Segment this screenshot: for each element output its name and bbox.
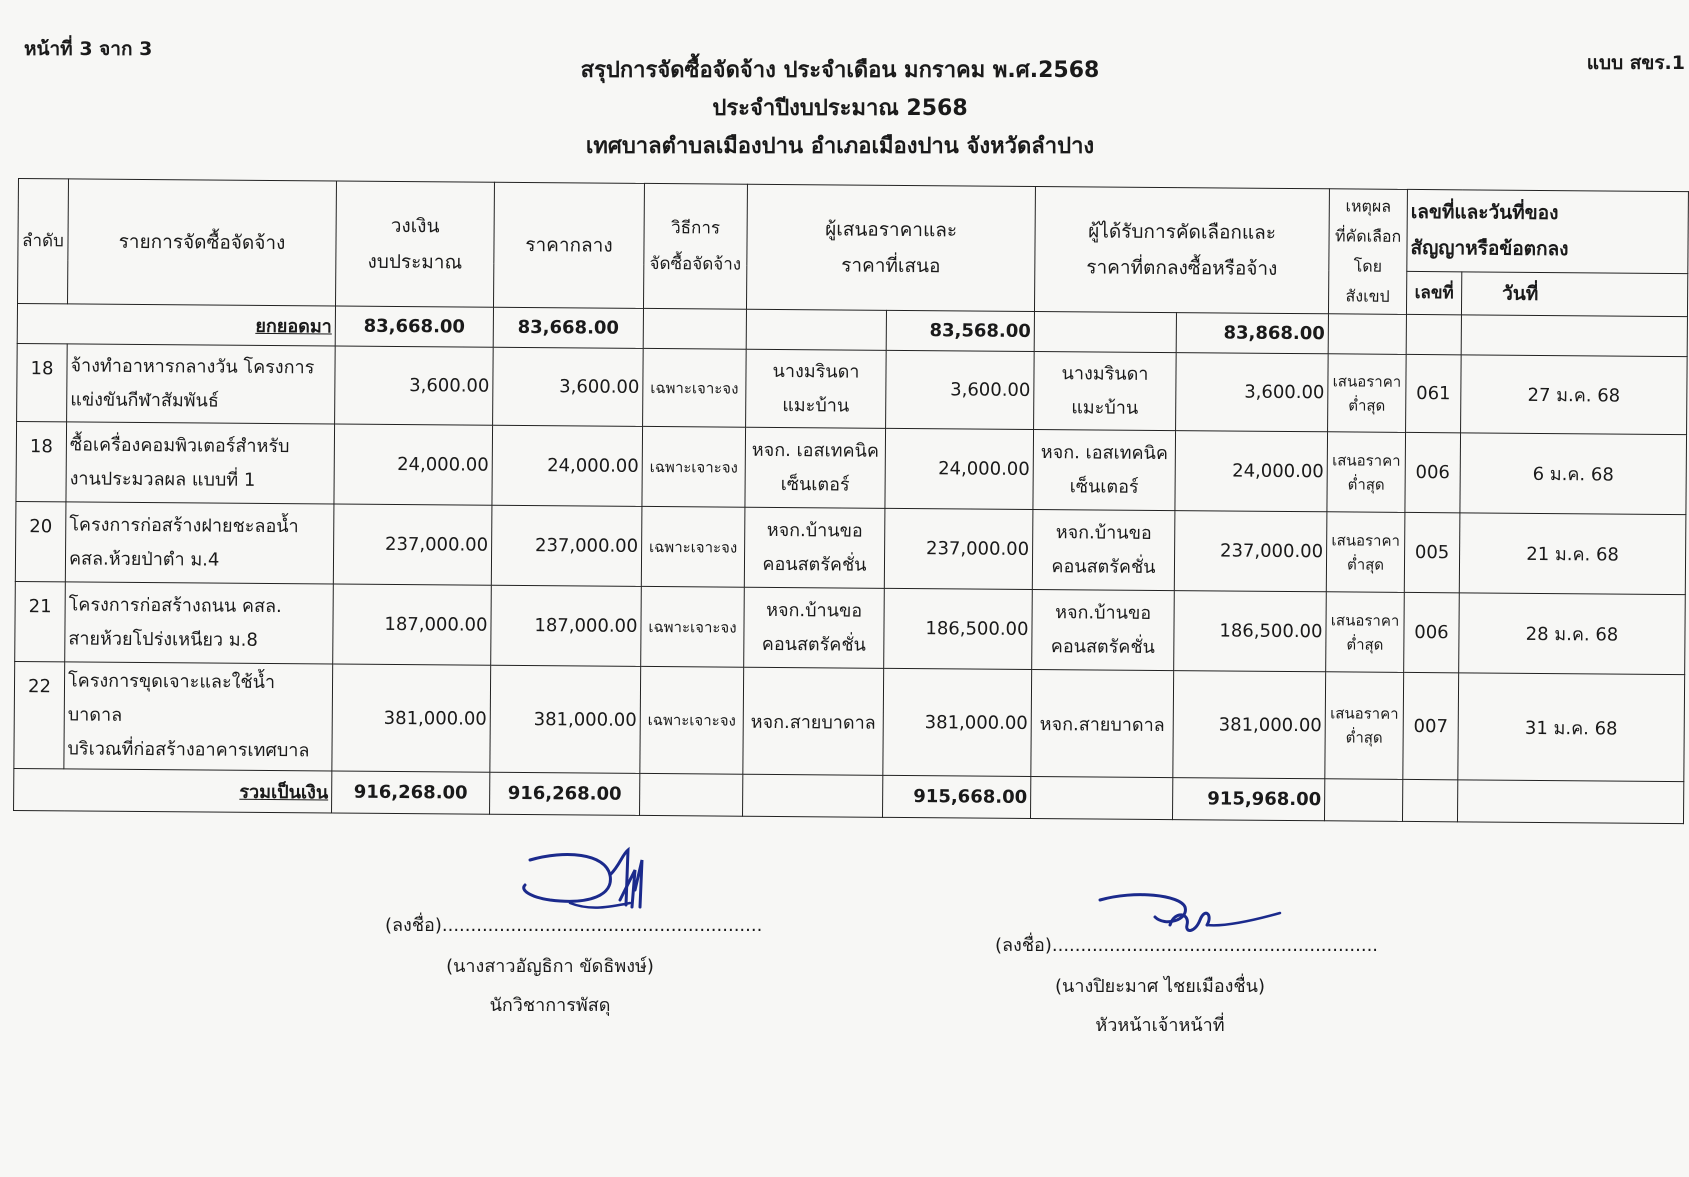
row-budget: 381,000.00	[332, 664, 491, 772]
row-bidder-l2: คอนสตรัคชั่น	[761, 633, 866, 656]
row-bid: 3,600.00	[886, 350, 1035, 429]
row-item-l1: โครงการก่อสร้างถนน คสล.	[68, 593, 282, 617]
header-budget	[336, 181, 495, 307]
row-budget: 187,000.00	[333, 584, 492, 665]
header-contract-date: วันที่	[1462, 271, 1688, 316]
row-winner-l1: หจก. เอสเทคนิค	[1040, 441, 1169, 464]
header-method-l1: วิธีการ	[671, 218, 721, 239]
row-bidder-l2: แมะบ้าน	[782, 394, 850, 417]
carry-forward-label: ยกยอดมา	[17, 304, 335, 346]
row-winner-l2: เซ็นเตอร์	[1069, 475, 1139, 498]
signature-line-left: (ลงชื่อ)........................................................	[385, 915, 763, 936]
row-item	[66, 422, 335, 504]
table-row	[16, 421, 1687, 514]
header-contract-l1: เลขที่และวันที่ของ	[1410, 201, 1559, 225]
carry-forward-budget: 83,668.00	[335, 306, 493, 347]
table-row	[17, 343, 1688, 434]
row-contract-date: 28 ม.ค. 68	[1459, 593, 1686, 675]
row-bidder	[746, 349, 887, 428]
row-winner	[1032, 589, 1175, 670]
row-bidder-l1: หจก. เอสเทคนิค	[751, 439, 880, 462]
signature-block-left	[385, 910, 763, 1019]
row-winner	[1032, 509, 1175, 590]
row-item-l2: คสล.ห้วยป่าตำ ม.4	[68, 547, 220, 571]
header-bidder-l2: ราคาที่เสนอ	[841, 254, 941, 278]
empty-cell	[640, 773, 743, 816]
total-label: รวมเป็นเงิน	[14, 768, 332, 812]
empty-cell	[1406, 314, 1461, 354]
row-contract-date: 27 ม.ค. 68	[1461, 355, 1688, 435]
row-bid: 237,000.00	[884, 508, 1033, 589]
row-winner	[1034, 351, 1177, 430]
header-contract	[1407, 189, 1689, 273]
row-winner-l1: หจก.บ้านขอ	[1055, 521, 1152, 544]
total-award: 915,968.00	[1173, 778, 1325, 821]
header-no: ลำดับ	[18, 179, 69, 304]
row-bidder	[744, 587, 885, 668]
row-bidder-l1: นางมรินดา	[772, 360, 860, 383]
header-reason-l2: ที่คัดเลือก	[1334, 226, 1402, 246]
row-method: เฉพาะเจาะจง	[643, 348, 747, 427]
row-budget: 3,600.00	[335, 346, 494, 425]
row-bidder	[744, 507, 885, 588]
table-row	[15, 581, 1686, 674]
header-winner	[1034, 186, 1329, 313]
handwritten-signature-left	[510, 845, 660, 935]
row-reason	[1327, 432, 1406, 513]
carry-forward-median: 83,668.00	[493, 307, 643, 348]
empty-cell	[1328, 314, 1406, 355]
row-bidder-l2: คอนสตรัคชั่น	[762, 553, 867, 576]
title-line-1: สรุปการจัดซื้อจัดจ้าง ประจำเดือน มกราคม พ.ศ.2568	[580, 58, 1100, 83]
row-item-l2: งานประมวลผล แบบที่ 1	[69, 467, 256, 491]
row-item-l1: ซื้อเครื่องคอมพิวเตอร์สำหรับ	[69, 433, 290, 457]
row-reason-l1: เสนอราคา	[1332, 450, 1401, 470]
row-contract-no: 005	[1404, 512, 1460, 592]
row-award: 237,000.00	[1174, 511, 1327, 592]
header-bidder-l1: ผู้เสนอราคาและ	[825, 218, 958, 242]
header-bidder	[746, 184, 1035, 311]
row-no: 18	[16, 421, 67, 501]
row-contract-date: 31 ม.ค. 68	[1458, 673, 1685, 782]
row-bidder	[743, 667, 884, 775]
header-budget-l2: งบประมาณ	[367, 250, 463, 274]
row-no: 21	[15, 581, 66, 661]
signatory-position-right: หัวหน้าเจ้าหน้าที่	[1095, 1015, 1225, 1036]
page-number: หน้าที่ 3 จาก 3	[24, 38, 153, 60]
header-contract-no: เลขที่	[1407, 271, 1462, 315]
row-reason-l2: ต่ำสุด	[1346, 554, 1385, 574]
table-row	[14, 661, 1685, 781]
empty-cell	[1458, 780, 1684, 824]
empty-cell	[746, 309, 886, 350]
empty-cell	[1461, 315, 1687, 357]
row-item	[65, 502, 334, 584]
row-reason	[1325, 672, 1404, 780]
row-median: 381,000.00	[490, 665, 641, 773]
row-reason	[1326, 512, 1405, 593]
row-item-l2: แข่งขันกีฬาสัมพันธ์	[70, 388, 219, 412]
table-row	[15, 501, 1686, 594]
row-contract-no: 061	[1406, 354, 1462, 432]
row-bidder-l1: หจก.สายบาดาล	[750, 711, 876, 734]
row-item	[65, 582, 334, 664]
row-no: 22	[14, 661, 65, 768]
row-winner-l2: แมะบ้าน	[1071, 396, 1139, 419]
document-title	[450, 52, 1230, 166]
empty-cell	[1403, 779, 1458, 821]
row-contract-no: 006	[1405, 432, 1461, 512]
row-winner-l1: หจก.สายบาดาล	[1039, 713, 1165, 736]
row-reason-l2: ต่ำสุด	[1345, 728, 1383, 747]
row-award: 24,000.00	[1175, 431, 1328, 512]
signatory-name-right: (นางปิยะมาศ ไชยเมืองชื่น)	[1055, 976, 1265, 997]
row-winner	[1031, 669, 1174, 777]
row-method: เฉพาะเจาะจง	[641, 586, 745, 667]
row-winner-l1: นางมรินดา	[1061, 362, 1149, 385]
row-award: 3,600.00	[1176, 353, 1329, 432]
row-method: เฉพาะเจาะจง	[641, 506, 745, 587]
row-item	[67, 344, 336, 424]
header-reason	[1329, 189, 1408, 315]
row-award: 381,000.00	[1173, 671, 1326, 779]
row-contract-no: 006	[1404, 592, 1460, 672]
row-reason-l1: เสนอราคา	[1330, 704, 1399, 723]
row-winner-l2: คอนสตรัคชั่น	[1050, 635, 1155, 658]
row-bidder-l1: หจก.บ้านขอ	[766, 519, 863, 542]
row-reason-l1: เสนอราคา	[1331, 530, 1401, 550]
row-item-l2: สายห้วยโปร่งเหนียว ม.8	[68, 627, 258, 651]
row-reason-l2: ต่ำสุด	[1347, 474, 1385, 494]
row-item-l1: โครงการขุดเจาะและใช้น้ำบาดาล	[67, 670, 276, 726]
row-budget: 237,000.00	[333, 504, 492, 585]
header-median: ราคากลาง	[493, 182, 644, 308]
row-method: เฉพาะเจาะจง	[640, 666, 744, 774]
row-contract-no: 007	[1403, 672, 1459, 779]
header-row	[18, 179, 1689, 274]
row-median: 187,000.00	[491, 585, 642, 666]
signatory-name-left: (นางสาวอัญธิกา ขัดธิพงษ์)	[446, 956, 654, 977]
row-bidder-l1: หจก.บ้านขอ	[766, 599, 863, 622]
total-budget: 916,268.00	[332, 771, 490, 814]
empty-cell	[1325, 779, 1403, 822]
row-winner-l1: หจก.บ้านขอ	[1055, 601, 1152, 624]
row-bid: 381,000.00	[883, 668, 1032, 776]
empty-cell	[1031, 776, 1173, 819]
header-method-l2: จัดซื้อจัดจ้าง	[649, 253, 742, 275]
header-winner-l2: ราคาที่ตกลงซื้อหรือจ้าง	[1086, 256, 1278, 280]
row-no: 20	[15, 501, 66, 581]
row-contract-date: 21 ม.ค. 68	[1459, 513, 1686, 595]
row-reason	[1326, 592, 1405, 673]
header-reason-l3: โดยสังเขป	[1345, 256, 1390, 306]
title-line-2: ประจำปีงบประมาณ 2568	[712, 96, 968, 121]
header-reason-l1: เหตุผล	[1345, 196, 1392, 216]
row-bidder-l2: เซ็นเตอร์	[780, 473, 850, 496]
total-median: 916,268.00	[490, 772, 640, 815]
row-bidder	[745, 427, 886, 508]
carry-forward-bid: 83,568.00	[886, 310, 1034, 351]
row-reason	[1328, 354, 1407, 433]
procurement-table	[13, 178, 1689, 824]
row-reason-l1: เสนอราคา	[1332, 371, 1402, 391]
empty-cell	[643, 308, 746, 349]
row-reason-l2: ต่ำสุด	[1348, 395, 1386, 415]
header-contract-l2: สัญญาหรือข้อตกลง	[1410, 237, 1569, 261]
row-item-l1: โครงการก่อสร้างฝายชะลอน้ำ	[69, 513, 299, 537]
form-code: แบบ สขร.1	[1586, 52, 1685, 74]
header-method	[643, 183, 747, 309]
row-award: 186,500.00	[1174, 591, 1327, 672]
title-line-3: เทศบาลตำบลเมืองปาน อำเภอเมืองปาน จังหวัดลำปาง	[585, 134, 1095, 159]
row-contract-date: 6 ม.ค. 68	[1460, 433, 1687, 515]
row-reason-l2: ต่ำสุด	[1346, 634, 1384, 654]
row-bid: 186,500.00	[884, 588, 1033, 669]
signature-line-right: (ลงชื่อ).........................................................	[995, 935, 1379, 956]
empty-cell	[1034, 311, 1176, 352]
row-median: 237,000.00	[491, 505, 642, 586]
row-budget: 24,000.00	[334, 424, 493, 505]
carry-forward-award: 83,868.00	[1176, 313, 1328, 354]
total-bid: 915,668.00	[883, 775, 1031, 818]
row-item	[64, 662, 333, 771]
row-bid: 24,000.00	[885, 428, 1034, 509]
row-winner	[1033, 429, 1176, 510]
handwritten-signature-right	[1095, 885, 1285, 955]
row-winner-l2: คอนสตรัคชั่น	[1051, 555, 1156, 578]
header-item: รายการจัดซื้อจัดจ้าง	[68, 179, 337, 306]
row-median: 24,000.00	[492, 425, 643, 506]
row-median: 3,600.00	[493, 347, 644, 426]
signature-block-right	[995, 930, 1379, 1039]
row-method: เฉพาะเจาะจง	[642, 426, 746, 507]
row-reason-l1: เสนอราคา	[1330, 610, 1400, 630]
header-winner-l1: ผู้ได้รับการคัดเลือกและ	[1088, 220, 1277, 244]
row-item-l1: จ้างทำอาหารกลางวัน โครงการ	[70, 354, 315, 378]
empty-cell	[743, 774, 883, 817]
row-item-l2: บริเวณที่ก่อสร้างอาคารเทศบาล	[67, 738, 310, 762]
header-budget-l1: วงเงิน	[390, 214, 440, 238]
signatory-position-left: นักวิชาการพัสดุ	[489, 995, 611, 1016]
row-no: 18	[17, 343, 68, 421]
